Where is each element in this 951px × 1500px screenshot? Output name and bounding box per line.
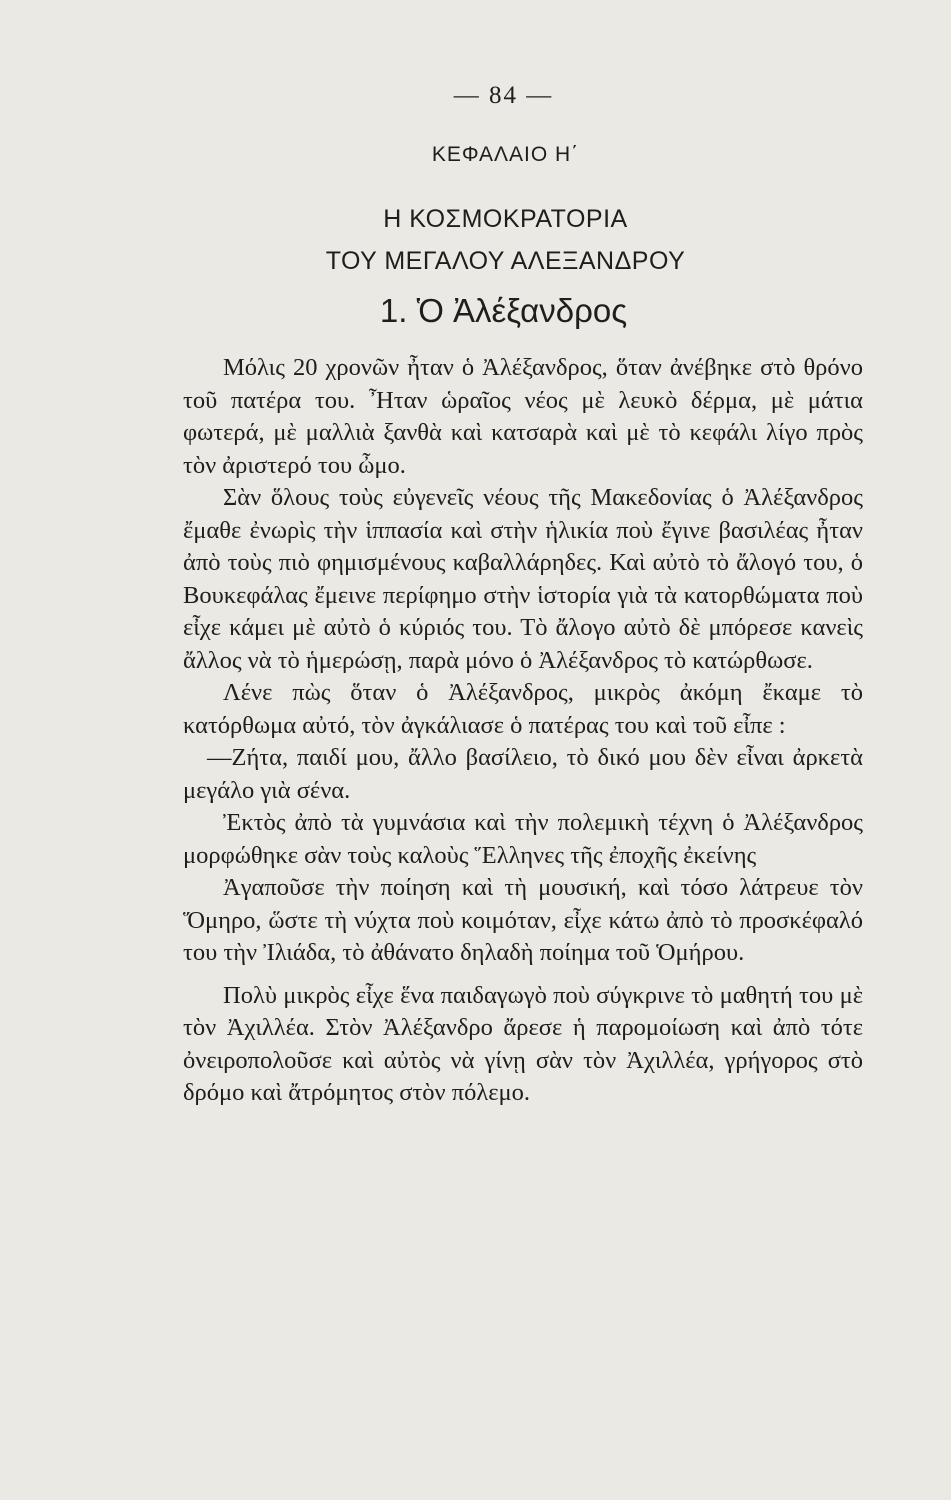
paragraph: Λένε πὼς ὅταν ὁ Ἀλέξανδρος, μικρὸς ἀκόμη ἔκαμε τὸ κατόρθωμα αὐτό, τὸν ἀγκάλιασε ὁ πατέρας του καὶ τοῦ εἶπε : [183,679,863,739]
page-number: — 84 — [453,82,554,109]
section-title: 1. Ὁ Ἀλέξανδρος [379,292,628,329]
body-text [183,352,863,1110]
chapter-title [30,198,951,282]
paragraph: Πολὺ μικρὸς εἶχε ἕνα παιδαγωγὸ ποὺ σύγκρινε τὸ μαθητή του μὲ τὸν Ἀχιλλέα. Στὸν Ἀλέξανδρο ἄρεσε ἡ παρομοίωση καὶ ἀπὸ τότε ὀνειροπολοῦσε καὶ αὐτὸς νὰ γίνῃ σὰν τὸν Ἀχιλλέα, γρήγορος στὸ δρόμο καὶ ἄτρόμητος στὸν πόλεμο. [183,981,863,1106]
paragraph: Ἀγαποῦσε τὴν ποίηση καὶ τὴ μουσική, καὶ τόσο λάτρευε τὸν Ὅμηρο, ὥστε τὴ νύχτα ποὺ κοιμόταν, εἶχε κάτω ἀπὸ τὸ προσκέφαλό του τὴν Ἰλιάδα, τὸ ἀθάνατο δηλαδὴ ποίημα τοῦ Ὁμήρου. [183,874,863,966]
dialogue-paragraph: —Ζήτα, παιδί μου, ἄλλο βασίλειο, τὸ δικό μου δὲν εἶναι ἀρκετὰ μεγάλο γιὰ σένα. [183,744,863,804]
chapter-title-line-1: Η ΚΟΣΜΟΚΡΑΤΟΡΙΑ [383,205,628,233]
paragraph: Μόλις 20 χρονῶν ἦταν ὁ Ἀλέξανδρος, ὅταν ἀνέβηκε στὸ θρόνο τοῦ πατέρα του. Ἦταν ὡραῖος νέος μὲ λευκὸ δέρμα, μὲ μάτια φωτερά, μὲ μαλλιὰ ξανθὰ καὶ κατσαρὰ καὶ μὲ τὸ κεφάλι λίγο πρὸς τὸν ἀριστερό του ὦμο. [183,354,863,479]
paragraph: Ἐκτὸς ἀπὸ τὰ γυμνάσια καὶ τὴν πολεμικὴ τέχνη ὁ Ἀλέξανδρος μορφώθηκε σὰν τοὺς καλοὺς Ἕλληνες τῆς ἐποχῆς ἐκείνης [183,809,863,869]
chapter-title-line-2: ΤΟΥ ΜΕΓΑΛΟΥ ΑΛΕΞΑΝΔΡΟΥ [325,247,686,275]
chapter-label: ΚΕΦΑΛΑΙΟ Η΄ [431,143,580,166]
paragraph: Σὰν ὅλους τοὺς εὐγενεῖς νέους τῆς Μακεδονίας ὁ Ἀλέξανδρος ἔμαθε ἐνωρὶς τὴν ἱππασία καὶ στὴν ἡλικία ποὺ ἔγινε βασιλέας ἦταν ἀπὸ τοὺς πιὸ φημισμένους καβαλλάρηδες. Καὶ αὐτὸ τὸ ἄλογό του, ὁ Βουκεφάλας ἔμεινε περίφημο στὴν ἱστορία γιὰ τὰ κατορθώματα ποὺ εἶχε κάμει μὲ αὐτὸ ὁ κύριός του. Τὸ ἄλογο αὐτὸ δὲ μπόρεσε κανεὶς ἄλλος νὰ τὸ ἡμερώσῃ, παρὰ μόνο ὁ Ἀλέξανδρος τὸ κατώρθωσε. [183,484,863,674]
